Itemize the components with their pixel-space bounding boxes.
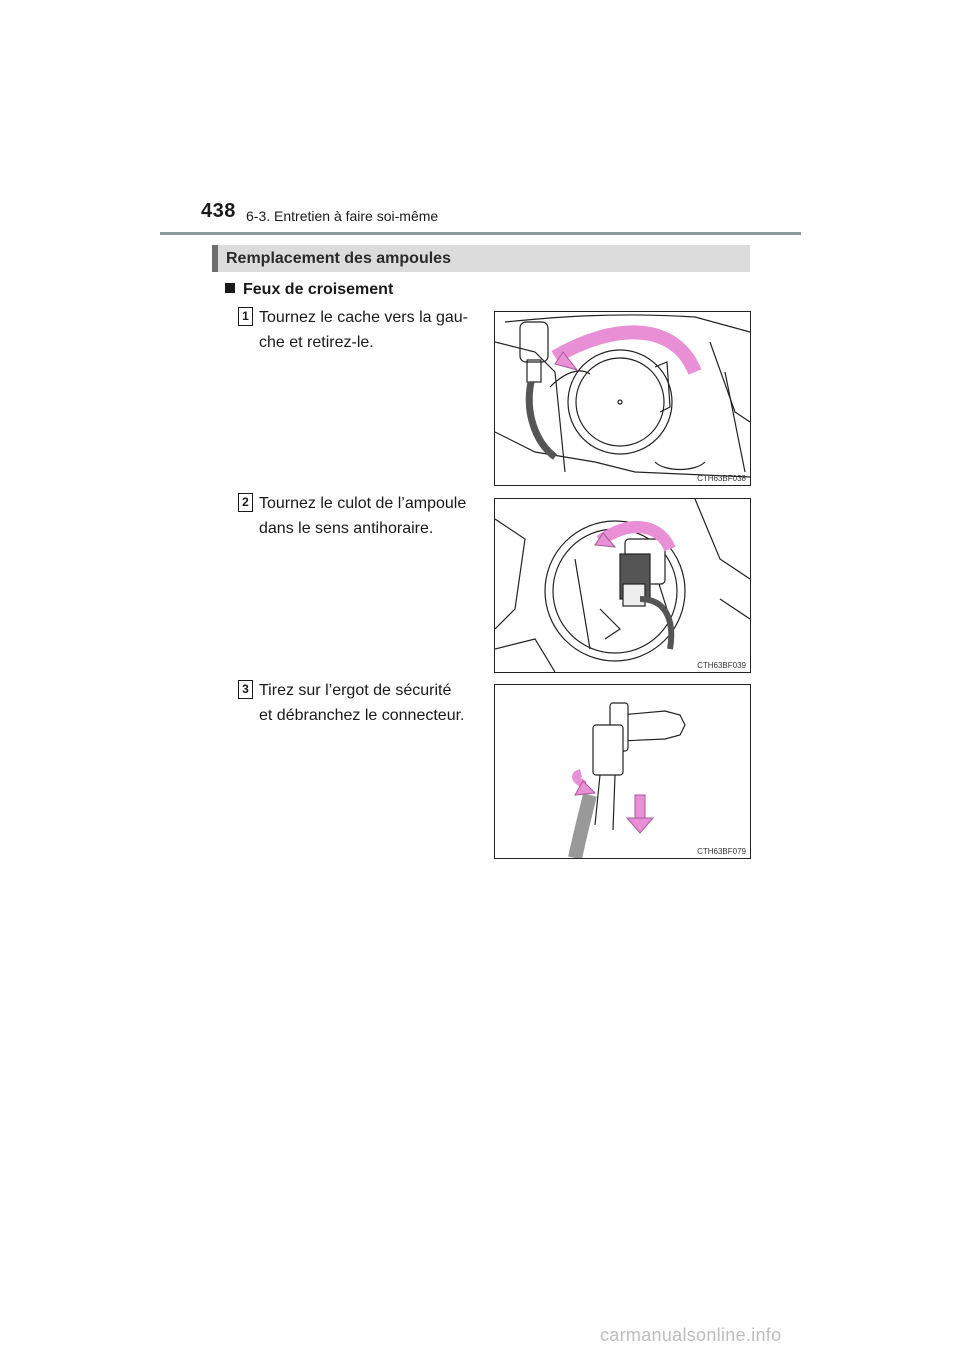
step-badge-3: 3 <box>238 680 253 699</box>
section-heading <box>212 245 750 272</box>
page-number: 438 <box>201 200 236 222</box>
figure-code-1: CTH63BF038 <box>697 474 746 483</box>
section-title: 6-3. Entretien à faire soi-même <box>246 208 439 224</box>
step-badge-1: 1 <box>238 307 253 326</box>
figure-disconnect-connector <box>494 684 751 859</box>
illustration-cover <box>495 312 750 485</box>
step-text-2: Tournez le culot de l’ampoule dans le sens antihoraire. <box>259 495 467 537</box>
step-text-1: Tournez le cache vers la gau- che et retirez-le. <box>259 309 468 351</box>
figure-rotate-bulb <box>494 498 751 673</box>
step-text-3: Tirez sur l’ergot de sécurité et débranchez le connecteur. <box>259 682 465 724</box>
bullet-square-icon <box>225 283 235 293</box>
illustration-connector <box>495 685 750 858</box>
illustration-bulb <box>495 499 750 672</box>
figure-code-2: CTH63BF039 <box>697 661 746 670</box>
header-rule <box>160 232 801 235</box>
heading-accent <box>212 245 218 272</box>
subheading <box>225 281 393 299</box>
figure-code-3: CTH63BF079 <box>697 847 746 856</box>
heading-text: Remplacement des ampoules <box>226 250 451 267</box>
step-badge-2: 2 <box>238 493 253 512</box>
figure-remove-cover <box>494 311 751 486</box>
watermark: carmanualsonline.info <box>600 1325 782 1345</box>
subheading-text: Feux de croisement <box>243 281 394 298</box>
